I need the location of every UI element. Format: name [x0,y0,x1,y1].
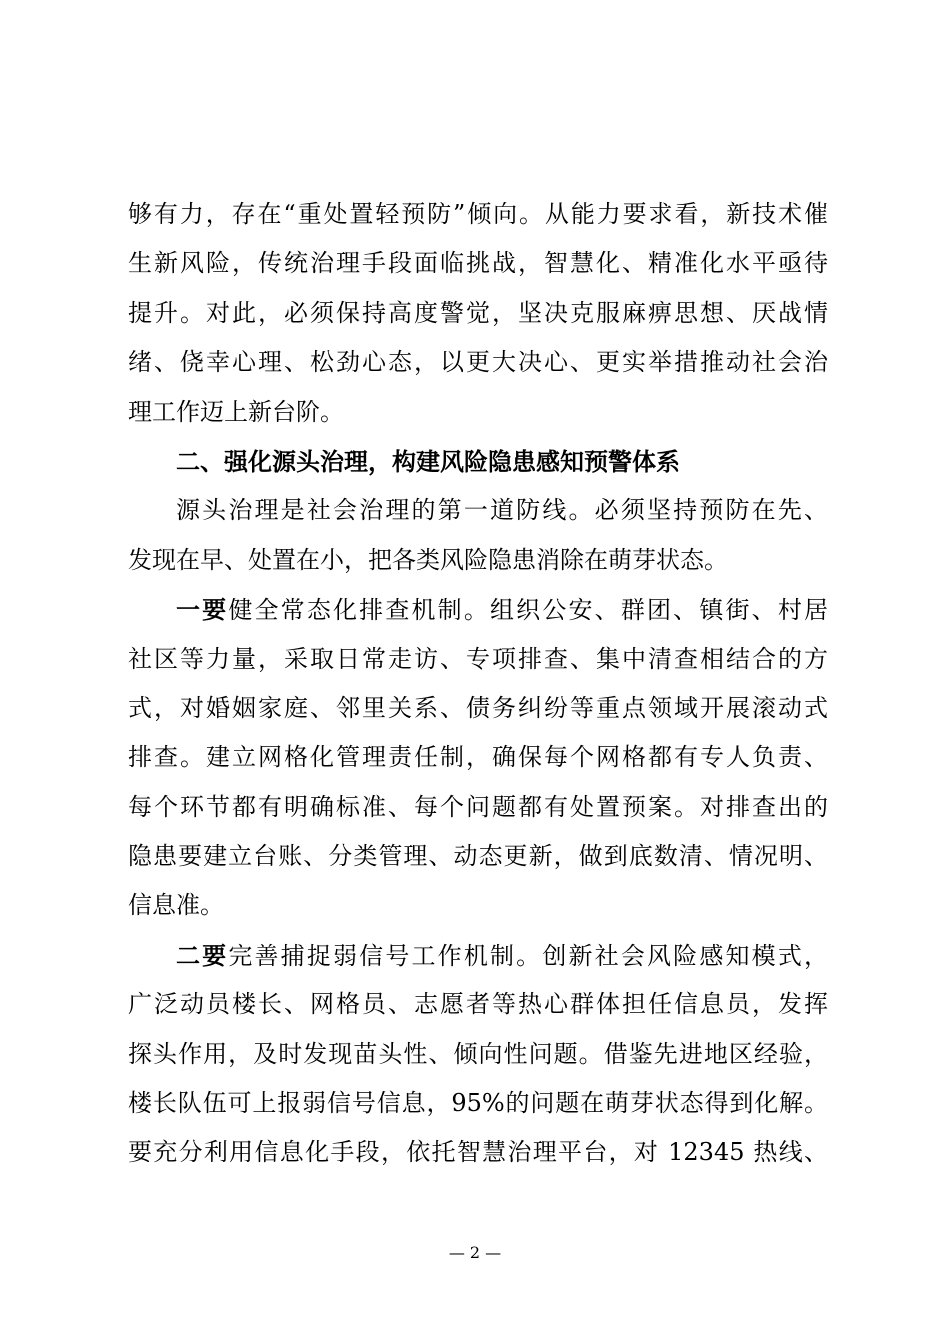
text-line: 信息准。 [128,891,224,920]
text-line: 式，对婚姻家庭、邻里关系、债务纠纷等重点领域开展滚动式 [128,693,828,722]
document-body [128,190,828,1178]
text-line [128,931,828,980]
section-heading: 二、强化源头治理，构建风险隐患感知预警体系 [176,446,680,476]
text-line: 源头治理是社会治理的第一道防线。必须坚持预防在先、 [176,496,828,525]
text-line: 楼长队伍可上报弱信号信息，95%的问题在萌芽状态得到化解。 [128,1089,828,1118]
text-line: 探头作用，及时发现苗头性、倾向性问题。借鉴先进地区经验， [128,1039,828,1068]
text-span: 健全常态化排查机制。组织公安、群团、镇街、村居 [228,596,829,625]
text-line [128,585,828,634]
text-line: 广泛动员楼长、网格员、志愿者等热心群体担任信息员，发挥 [128,990,828,1019]
paragraph-risk-analysis [128,190,828,437]
lead-phrase: 一要 [176,595,229,625]
paragraph-first-requirement [128,585,828,931]
text-span: 完善捕捉弱信号工作机制。创新社会风险感知模式， [228,941,829,970]
paragraph-source-governance [128,486,828,585]
text-line: 隐患要建立台账、分类管理、动态更新，做到底数清、情况明、 [128,842,828,871]
text-line: 够有力，存在“重处置轻预防”倾向。从能力要求看，新技术催 [128,200,828,228]
text-line: 排查。建立网格化管理责任制，确保每个网格都有专人负责、 [128,743,828,772]
text-line: 要充分利用信息化手段，依托智慧治理平台，对 12345 热线、 [128,1138,828,1167]
text-line: 绪、侥幸心理、松劲心态，以更大决心、更实举措推动社会治 [128,348,828,377]
text-line: 提升。对此，必须保持高度警觉，坚决克服麻痹思想、厌战情 [128,298,828,327]
lead-phrase: 二要 [176,940,229,970]
text-line: 每个环节都有明确标准、每个问题都有处置预案。对排查出的 [128,792,828,821]
text-line: 生新风险，传统治理手段面临挑战，智慧化、精准化水平亟待 [128,249,828,278]
paragraph-second-requirement [128,931,828,1178]
text-line: 理工作迈上新台阶。 [128,397,344,426]
text-line: 发现在早、处置在小，把各类风险隐患消除在萌芽状态。 [128,545,728,574]
text-line: 社区等力量，采取日常走访、专项排查、集中清查相结合的方 [128,644,828,673]
page-number: — 2 — [448,1243,502,1262]
